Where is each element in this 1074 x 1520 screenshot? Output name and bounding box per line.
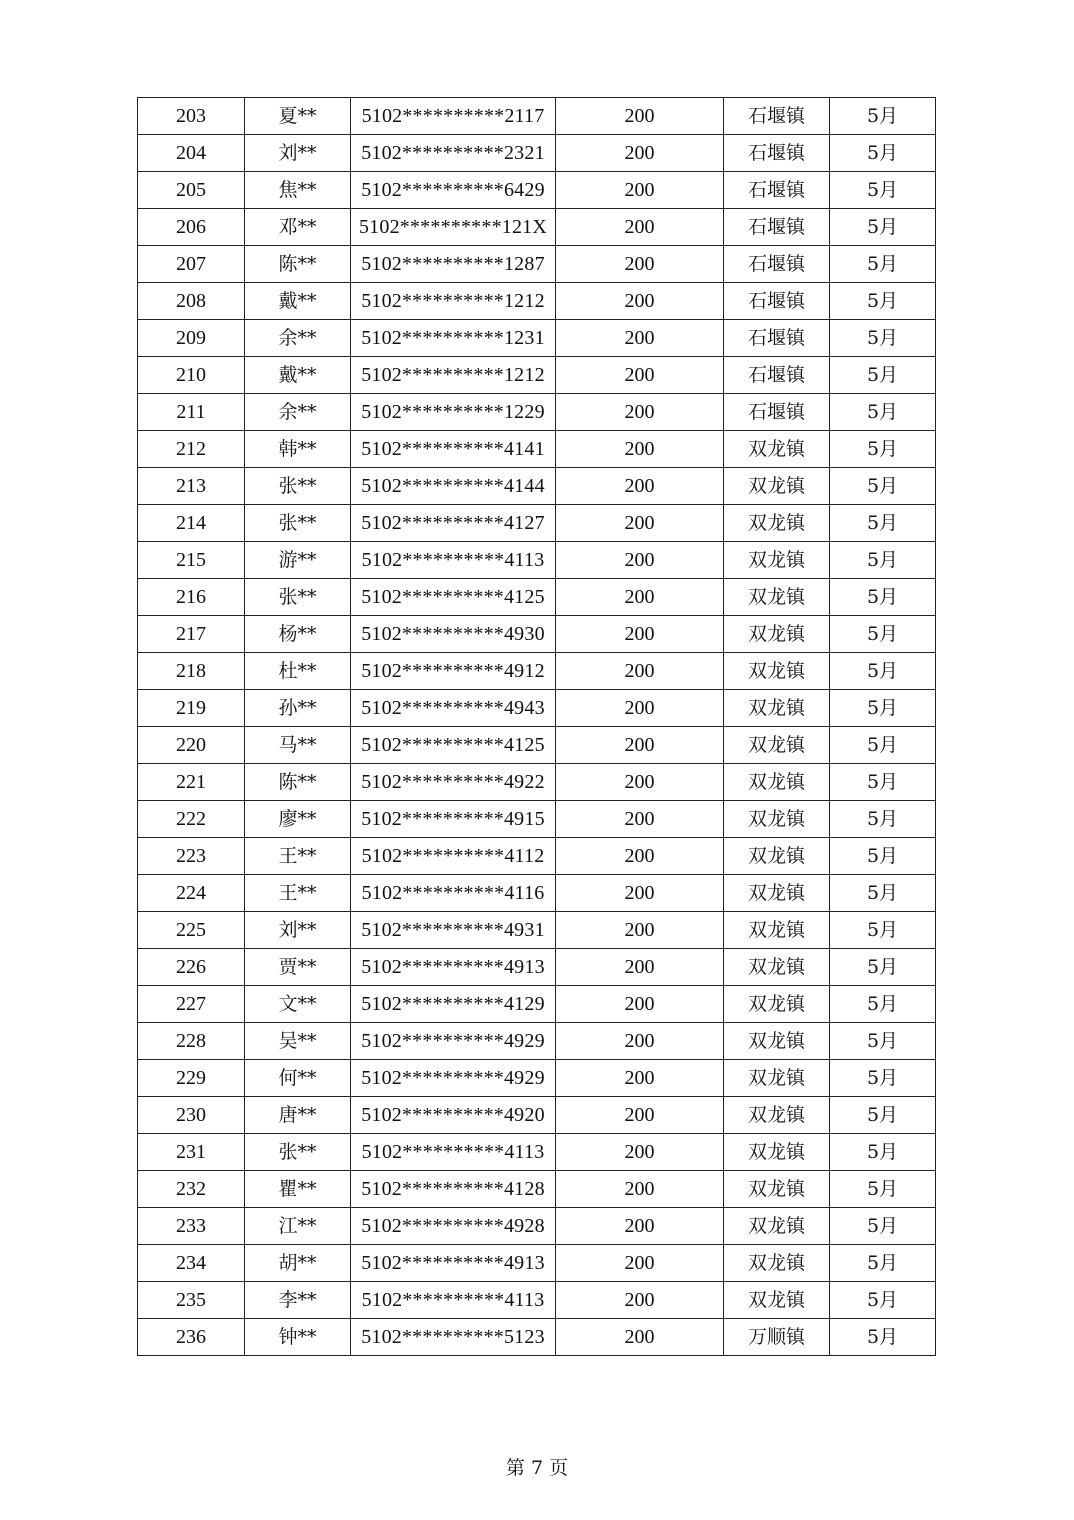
row-number-cell: 224 [138, 875, 245, 912]
row-number-cell: 213 [138, 468, 245, 505]
town-cell: 双龙镇 [724, 912, 830, 949]
id-number-cell: 5102**********4129 [351, 986, 556, 1023]
amount-cell: 200 [556, 320, 724, 357]
table-row [138, 616, 936, 653]
amount-cell: 200 [556, 357, 724, 394]
id-number-cell: 5102**********2117 [351, 98, 556, 135]
table-row [138, 727, 936, 764]
town-cell: 石堰镇 [724, 172, 830, 209]
table-row [138, 912, 936, 949]
town-cell: 双龙镇 [724, 801, 830, 838]
town-cell: 双龙镇 [724, 1023, 830, 1060]
town-cell: 双龙镇 [724, 579, 830, 616]
month-cell: 5月 [830, 320, 936, 357]
month-cell: 5月 [830, 690, 936, 727]
row-number-cell: 209 [138, 320, 245, 357]
month-cell: 5月 [830, 98, 936, 135]
person-name-cell: 刘** [245, 135, 351, 172]
person-name-cell: 何** [245, 1060, 351, 1097]
month-cell: 5月 [830, 616, 936, 653]
amount-cell: 200 [556, 246, 724, 283]
amount-cell: 200 [556, 468, 724, 505]
town-cell: 双龙镇 [724, 653, 830, 690]
month-cell: 5月 [830, 1245, 936, 1282]
table-row [138, 653, 936, 690]
row-number-cell: 222 [138, 801, 245, 838]
month-cell: 5月 [830, 949, 936, 986]
id-number-cell: 5102**********4116 [351, 875, 556, 912]
person-name-cell: 刘** [245, 912, 351, 949]
row-number-cell: 217 [138, 616, 245, 653]
person-name-cell: 王** [245, 875, 351, 912]
table-row [138, 1171, 936, 1208]
id-number-cell: 5102**********6429 [351, 172, 556, 209]
table-row [138, 1319, 936, 1356]
person-name-cell: 钟** [245, 1319, 351, 1356]
row-number-cell: 203 [138, 98, 245, 135]
amount-cell: 200 [556, 1245, 724, 1282]
person-name-cell: 戴** [245, 357, 351, 394]
town-cell: 石堰镇 [724, 98, 830, 135]
table-row [138, 1208, 936, 1245]
month-cell: 5月 [830, 727, 936, 764]
month-cell: 5月 [830, 431, 936, 468]
amount-cell: 200 [556, 1319, 724, 1356]
id-number-cell: 5102**********5123 [351, 1319, 556, 1356]
person-name-cell: 胡** [245, 1245, 351, 1282]
table-row [138, 764, 936, 801]
table-row [138, 690, 936, 727]
id-number-cell: 5102**********4144 [351, 468, 556, 505]
person-name-cell: 廖** [245, 801, 351, 838]
month-cell: 5月 [830, 172, 936, 209]
id-number-cell: 5102**********4127 [351, 505, 556, 542]
id-number-cell: 5102**********4922 [351, 764, 556, 801]
data-table [137, 97, 936, 1356]
amount-cell: 200 [556, 801, 724, 838]
amount-cell: 200 [556, 209, 724, 246]
row-number-cell: 231 [138, 1134, 245, 1171]
id-number-cell: 5102**********4125 [351, 579, 556, 616]
table-row [138, 468, 936, 505]
month-cell: 5月 [830, 542, 936, 579]
person-name-cell: 江** [245, 1208, 351, 1245]
table-row [138, 357, 936, 394]
row-number-cell: 216 [138, 579, 245, 616]
town-cell: 双龙镇 [724, 838, 830, 875]
row-number-cell: 234 [138, 1245, 245, 1282]
id-number-cell: 5102**********4920 [351, 1097, 556, 1134]
amount-cell: 200 [556, 431, 724, 468]
town-cell: 双龙镇 [724, 542, 830, 579]
id-number-cell: 5102**********4113 [351, 1134, 556, 1171]
person-name-cell: 夏** [245, 98, 351, 135]
town-cell: 双龙镇 [724, 505, 830, 542]
month-cell: 5月 [830, 283, 936, 320]
town-cell: 石堰镇 [724, 135, 830, 172]
row-number-cell: 230 [138, 1097, 245, 1134]
table-row [138, 1245, 936, 1282]
person-name-cell: 孙** [245, 690, 351, 727]
amount-cell: 200 [556, 394, 724, 431]
id-number-cell: 5102**********4912 [351, 653, 556, 690]
row-number-cell: 235 [138, 1282, 245, 1319]
table-row [138, 838, 936, 875]
amount-cell: 200 [556, 1060, 724, 1097]
table-row [138, 394, 936, 431]
person-name-cell: 文** [245, 986, 351, 1023]
amount-cell: 200 [556, 172, 724, 209]
person-name-cell: 瞿** [245, 1171, 351, 1208]
town-cell: 双龙镇 [724, 949, 830, 986]
month-cell: 5月 [830, 468, 936, 505]
amount-cell: 200 [556, 838, 724, 875]
id-number-cell: 5102**********1287 [351, 246, 556, 283]
table-row [138, 431, 936, 468]
person-name-cell: 戴** [245, 283, 351, 320]
month-cell: 5月 [830, 135, 936, 172]
person-name-cell: 张** [245, 468, 351, 505]
id-number-cell: 5102**********1212 [351, 283, 556, 320]
id-number-cell: 5102**********121X [351, 209, 556, 246]
town-cell: 双龙镇 [724, 468, 830, 505]
table-row [138, 98, 936, 135]
town-cell: 双龙镇 [724, 1060, 830, 1097]
town-cell: 万顺镇 [724, 1319, 830, 1356]
person-name-cell: 陈** [245, 764, 351, 801]
person-name-cell: 张** [245, 505, 351, 542]
row-number-cell: 211 [138, 394, 245, 431]
id-number-cell: 5102**********4943 [351, 690, 556, 727]
row-number-cell: 210 [138, 357, 245, 394]
month-cell: 5月 [830, 1208, 936, 1245]
amount-cell: 200 [556, 1208, 724, 1245]
person-name-cell: 张** [245, 579, 351, 616]
row-number-cell: 220 [138, 727, 245, 764]
row-number-cell: 215 [138, 542, 245, 579]
table-row [138, 320, 936, 357]
month-cell: 5月 [830, 653, 936, 690]
row-number-cell: 205 [138, 172, 245, 209]
row-number-cell: 229 [138, 1060, 245, 1097]
amount-cell: 200 [556, 949, 724, 986]
town-cell: 石堰镇 [724, 246, 830, 283]
person-name-cell: 焦** [245, 172, 351, 209]
table-row [138, 246, 936, 283]
person-name-cell: 余** [245, 394, 351, 431]
table-row [138, 209, 936, 246]
town-cell: 石堰镇 [724, 283, 830, 320]
month-cell: 5月 [830, 246, 936, 283]
amount-cell: 200 [556, 653, 724, 690]
amount-cell: 200 [556, 875, 724, 912]
month-cell: 5月 [830, 1282, 936, 1319]
row-number-cell: 226 [138, 949, 245, 986]
month-cell: 5月 [830, 357, 936, 394]
row-number-cell: 232 [138, 1171, 245, 1208]
table-row [138, 1097, 936, 1134]
town-cell: 石堰镇 [724, 209, 830, 246]
month-cell: 5月 [830, 1097, 936, 1134]
town-cell: 双龙镇 [724, 764, 830, 801]
person-name-cell: 杜** [245, 653, 351, 690]
month-cell: 5月 [830, 394, 936, 431]
month-cell: 5月 [830, 801, 936, 838]
person-name-cell: 张** [245, 1134, 351, 1171]
id-number-cell: 5102**********4913 [351, 949, 556, 986]
table-row [138, 135, 936, 172]
table-row [138, 542, 936, 579]
amount-cell: 200 [556, 727, 724, 764]
person-name-cell: 邓** [245, 209, 351, 246]
table-row [138, 579, 936, 616]
month-cell: 5月 [830, 875, 936, 912]
id-number-cell: 5102**********4928 [351, 1208, 556, 1245]
town-cell: 双龙镇 [724, 727, 830, 764]
person-name-cell: 李** [245, 1282, 351, 1319]
id-number-cell: 5102**********4931 [351, 912, 556, 949]
id-number-cell: 5102**********4915 [351, 801, 556, 838]
row-number-cell: 225 [138, 912, 245, 949]
id-number-cell: 5102**********1231 [351, 320, 556, 357]
person-name-cell: 游** [245, 542, 351, 579]
amount-cell: 200 [556, 690, 724, 727]
table-row [138, 875, 936, 912]
amount-cell: 200 [556, 912, 724, 949]
table-row [138, 801, 936, 838]
row-number-cell: 221 [138, 764, 245, 801]
table-row [138, 505, 936, 542]
table-row [138, 1282, 936, 1319]
town-cell: 双龙镇 [724, 1097, 830, 1134]
row-number-cell: 233 [138, 1208, 245, 1245]
table-row [138, 172, 936, 209]
table-row [138, 1023, 936, 1060]
amount-cell: 200 [556, 542, 724, 579]
row-number-cell: 227 [138, 986, 245, 1023]
row-number-cell: 212 [138, 431, 245, 468]
person-name-cell: 王** [245, 838, 351, 875]
person-name-cell: 韩** [245, 431, 351, 468]
person-name-cell: 马** [245, 727, 351, 764]
person-name-cell: 余** [245, 320, 351, 357]
row-number-cell: 214 [138, 505, 245, 542]
month-cell: 5月 [830, 764, 936, 801]
town-cell: 双龙镇 [724, 1245, 830, 1282]
row-number-cell: 208 [138, 283, 245, 320]
amount-cell: 200 [556, 986, 724, 1023]
month-cell: 5月 [830, 1060, 936, 1097]
person-name-cell: 陈** [245, 246, 351, 283]
row-number-cell: 206 [138, 209, 245, 246]
town-cell: 双龙镇 [724, 1134, 830, 1171]
row-number-cell: 236 [138, 1319, 245, 1356]
town-cell: 石堰镇 [724, 357, 830, 394]
person-name-cell: 杨** [245, 616, 351, 653]
id-number-cell: 5102**********2321 [351, 135, 556, 172]
row-number-cell: 204 [138, 135, 245, 172]
amount-cell: 200 [556, 135, 724, 172]
amount-cell: 200 [556, 1134, 724, 1171]
town-cell: 双龙镇 [724, 1208, 830, 1245]
id-number-cell: 5102**********1229 [351, 394, 556, 431]
row-number-cell: 207 [138, 246, 245, 283]
month-cell: 5月 [830, 1023, 936, 1060]
row-number-cell: 219 [138, 690, 245, 727]
row-number-cell: 218 [138, 653, 245, 690]
person-name-cell: 贾** [245, 949, 351, 986]
id-number-cell: 5102**********4141 [351, 431, 556, 468]
table-body [138, 98, 936, 1356]
month-cell: 5月 [830, 1171, 936, 1208]
id-number-cell: 5102**********4113 [351, 542, 556, 579]
month-cell: 5月 [830, 1319, 936, 1356]
row-number-cell: 228 [138, 1023, 245, 1060]
amount-cell: 200 [556, 1171, 724, 1208]
town-cell: 双龙镇 [724, 690, 830, 727]
row-number-cell: 223 [138, 838, 245, 875]
amount-cell: 200 [556, 98, 724, 135]
person-name-cell: 吴** [245, 1023, 351, 1060]
amount-cell: 200 [556, 1282, 724, 1319]
id-number-cell: 5102**********4929 [351, 1060, 556, 1097]
town-cell: 石堰镇 [724, 320, 830, 357]
id-number-cell: 5102**********4112 [351, 838, 556, 875]
id-number-cell: 5102**********4929 [351, 1023, 556, 1060]
month-cell: 5月 [830, 986, 936, 1023]
town-cell: 双龙镇 [724, 431, 830, 468]
month-cell: 5月 [830, 912, 936, 949]
town-cell: 双龙镇 [724, 1171, 830, 1208]
page-number: 第 7 页 [505, 1457, 569, 1479]
id-number-cell: 5102**********4913 [351, 1245, 556, 1282]
amount-cell: 200 [556, 1097, 724, 1134]
id-number-cell: 5102**********4113 [351, 1282, 556, 1319]
month-cell: 5月 [830, 579, 936, 616]
amount-cell: 200 [556, 579, 724, 616]
month-cell: 5月 [830, 838, 936, 875]
table-row [138, 986, 936, 1023]
id-number-cell: 5102**********4128 [351, 1171, 556, 1208]
town-cell: 双龙镇 [724, 1282, 830, 1319]
month-cell: 5月 [830, 1134, 936, 1171]
amount-cell: 200 [556, 283, 724, 320]
table-row [138, 1060, 936, 1097]
amount-cell: 200 [556, 1023, 724, 1060]
town-cell: 双龙镇 [724, 616, 830, 653]
id-number-cell: 5102**********4930 [351, 616, 556, 653]
town-cell: 双龙镇 [724, 986, 830, 1023]
town-cell: 双龙镇 [724, 875, 830, 912]
amount-cell: 200 [556, 505, 724, 542]
amount-cell: 200 [556, 764, 724, 801]
id-number-cell: 5102**********4125 [351, 727, 556, 764]
table-row [138, 1134, 936, 1171]
id-number-cell: 5102**********1212 [351, 357, 556, 394]
table-row [138, 949, 936, 986]
amount-cell: 200 [556, 616, 724, 653]
person-name-cell: 唐** [245, 1097, 351, 1134]
table-row [138, 283, 936, 320]
month-cell: 5月 [830, 505, 936, 542]
month-cell: 5月 [830, 209, 936, 246]
town-cell: 石堰镇 [724, 394, 830, 431]
